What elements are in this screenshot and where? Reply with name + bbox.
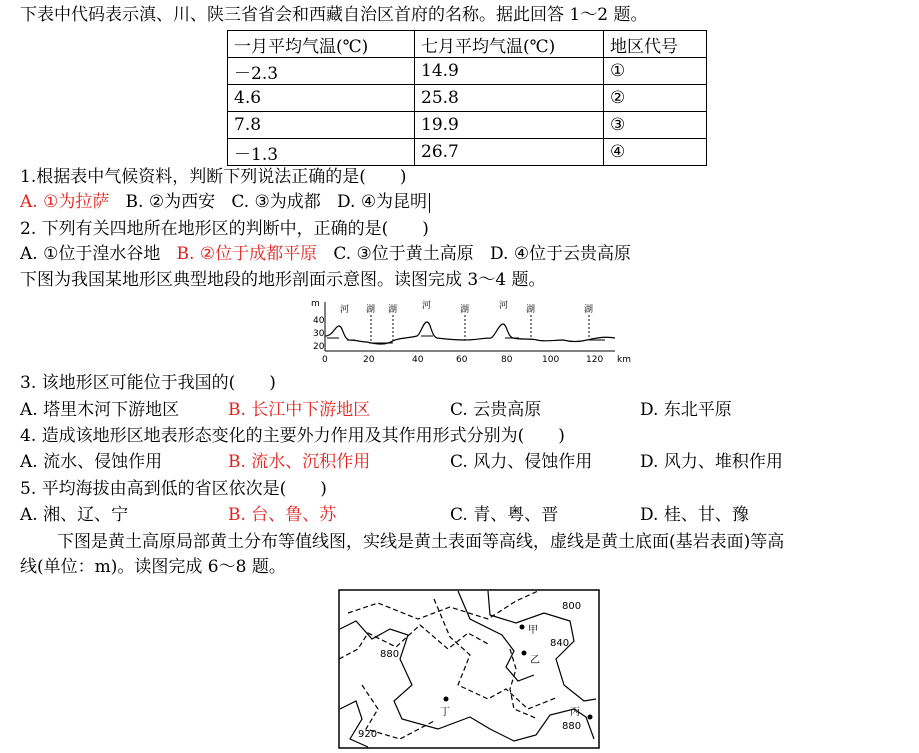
table-header: 七月平均气温(℃) <box>415 31 604 58</box>
point-jia-label: 甲 <box>528 625 538 636</box>
table-cell: ③ <box>604 112 707 139</box>
profile-x-tick: 20 <box>363 355 375 364</box>
profile-x-tick: 0 <box>322 355 328 364</box>
profile-label-lake: 湖 <box>366 305 376 315</box>
table-cell: －1.3 <box>228 139 415 166</box>
table-header: 地区代号 <box>604 31 707 58</box>
q5-stem: 5. 平均海拔由高到低的省区依次是( ) <box>20 479 327 499</box>
q5-option-d[interactable]: D. 桂、甘、豫 <box>640 505 749 525</box>
q1-option-d[interactable]: D. ④为昆明 <box>336 192 428 212</box>
profile-label-lake: 湖 <box>460 305 470 315</box>
q4-stem: 4. 造成该地形区地表形态变化的主要外力作用及其作用形式分别为( ) <box>20 426 565 446</box>
profile-label-river: 河 <box>499 301 509 311</box>
q2-option-a[interactable]: A. ①位于湟水谷地 <box>20 244 161 264</box>
terrain-profile-diagram <box>305 296 635 364</box>
point-yi-label: 乙 <box>530 655 540 666</box>
profile-label-lake: 湖 <box>584 305 594 315</box>
table-row <box>228 85 707 112</box>
point-bing-label: 丙 <box>570 707 580 718</box>
profile-y-tick: 30 <box>313 329 325 339</box>
table-cell: 26.7 <box>415 139 604 166</box>
q4-option-b[interactable]: B. 流水、沉积作用 <box>228 452 371 472</box>
profile-x-tick: 120 <box>586 355 604 364</box>
profile-x-unit: km <box>617 355 631 364</box>
q2-option-c[interactable]: C. ③位于黄土高原 <box>333 244 474 264</box>
q1-option-c[interactable]: C. ③为成都 <box>231 192 321 212</box>
profile-y-tick: 20 <box>313 342 325 352</box>
intro-3-line-2: 线(单位：m)。读图完成 6～8 题。 <box>20 557 286 577</box>
q2-options <box>20 243 631 265</box>
profile-label-river: 河 <box>422 301 432 311</box>
q3-option-b[interactable]: B. 长江中下游地区 <box>228 400 371 420</box>
table-cell: 7.8 <box>228 112 415 139</box>
q3-option-d[interactable]: D. 东北平原 <box>640 400 732 420</box>
q1-option-b[interactable]: B. ②为西安 <box>125 192 216 212</box>
q2-option-b[interactable]: B. ②位于成都平原 <box>176 244 318 264</box>
table-header: 一月平均气温(℃) <box>228 31 415 58</box>
table-cell: ④ <box>604 139 707 166</box>
q3-stem: 3. 该地形区可能位于我国的( ) <box>20 373 276 393</box>
profile-label-river: 河 <box>340 305 350 315</box>
intro-1: 下表中代码表示滇、川、陕三省省会和西藏自治区首府的名称。据此回答 1～2 题。 <box>20 5 648 25</box>
point-ding-label: 丁 <box>440 707 450 718</box>
contour-map-frame <box>339 590 599 748</box>
profile-x-tick: 60 <box>456 355 468 364</box>
contour-label-920: 920 <box>358 729 378 740</box>
q4-option-c[interactable]: C. 风力、侵蚀作用 <box>450 452 593 472</box>
table-row <box>228 139 707 166</box>
profile-x-tick: 100 <box>542 355 560 364</box>
point-yi-marker <box>522 651 527 656</box>
table-cell: ① <box>604 58 707 85</box>
table-cell: 19.9 <box>415 112 604 139</box>
q4-options <box>20 451 783 473</box>
climate-table <box>227 30 707 166</box>
table-cell: ② <box>604 85 707 112</box>
q1-stem: 1.根据表中气候资料，判断下列说法正确的是( ) <box>20 167 407 187</box>
q1-option-a[interactable]: A. ①为拉萨 <box>20 192 110 212</box>
point-ding-marker <box>444 697 449 702</box>
table-cell: 14.9 <box>415 58 604 85</box>
intro-2: 下图为我国某地形区典型地段的地形剖面示意图。读图完成 3～4 题。 <box>20 270 546 290</box>
terrain-profile-line <box>325 322 615 344</box>
profile-y-unit: m <box>311 299 320 309</box>
q4-option-a[interactable]: A. 流水、侵蚀作用 <box>20 452 163 472</box>
table-cell: 4.6 <box>228 85 415 112</box>
point-jia-marker <box>520 625 525 630</box>
contour-label-880: 880 <box>380 649 400 660</box>
q1-options <box>20 191 430 213</box>
contour-label-800: 800 <box>562 601 582 612</box>
q4-option-d[interactable]: D. 风力、堆积作用 <box>640 452 783 472</box>
q5-option-b[interactable]: B. 台、鲁、苏 <box>228 505 337 525</box>
q5-options <box>20 504 749 526</box>
table-row <box>228 112 707 139</box>
q5-option-c[interactable]: C. 青、粤、晋 <box>450 505 559 525</box>
table-header-row <box>228 31 707 58</box>
contour-label-840: 840 <box>550 638 570 649</box>
q3-option-c[interactable]: C. 云贵高原 <box>450 400 542 420</box>
profile-y-tick: 40 <box>313 316 325 326</box>
profile-x-tick: 80 <box>501 355 513 364</box>
q2-stem: 2. 下列有关四地所在地形区的判断中，正确的是( ) <box>20 219 429 239</box>
contour-map-diagram <box>338 589 602 751</box>
table-cell: －2.3 <box>228 58 415 85</box>
table-cell: 25.8 <box>415 85 604 112</box>
profile-label-lake: 湖 <box>526 305 536 315</box>
profile-label-lake: 湖 <box>388 305 398 315</box>
q5-option-a[interactable]: A. 湘、辽、宁 <box>20 505 129 525</box>
text-cursor <box>429 193 430 213</box>
intro-3-line-1: 下图是黄土高原局部黄土分布等值线图，实线是黄土表面等高线，虚线是黄土底面(基岩表面)等高 <box>57 532 785 552</box>
point-bing-marker <box>588 715 593 720</box>
q2-option-d[interactable]: D. ④位于云贵高原 <box>489 244 632 264</box>
table-row <box>228 58 707 85</box>
contour-label-880-b: 880 <box>562 721 582 732</box>
q3-options <box>20 399 732 421</box>
profile-x-tick: 40 <box>412 355 424 364</box>
q3-option-a[interactable]: A. 塔里木河下游地区 <box>20 400 180 420</box>
